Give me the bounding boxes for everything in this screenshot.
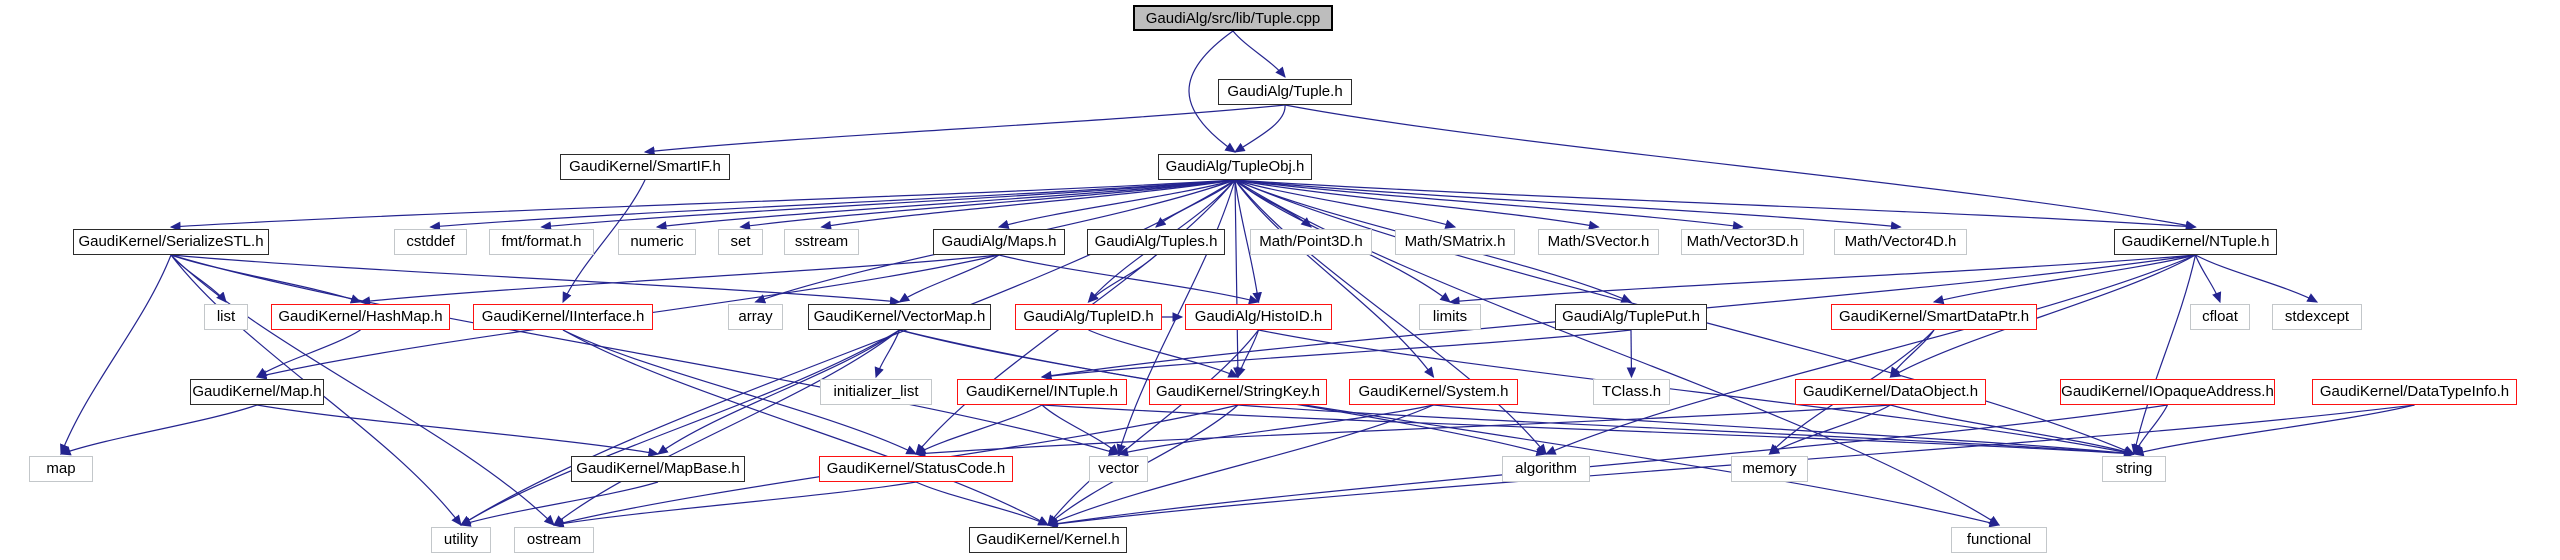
edge-tupleobj-to-vector4d — [1235, 180, 1901, 227]
edge-tupleobj-to-vector3d — [1235, 180, 1743, 227]
edge-tupleobj-to-stringkey — [1235, 180, 1238, 377]
edge-intuple-to-vector_std — [1042, 405, 1119, 454]
node-cstddef: cstddef — [394, 229, 467, 255]
node-intuple[interactable]: GaudiKernel/INTuple.h — [957, 379, 1127, 405]
node-smatrix: Math/SMatrix.h — [1395, 229, 1515, 255]
node-set: set — [718, 229, 763, 255]
edge-mapbase-to-utility — [461, 482, 658, 525]
edge-iopaque-to-string_std — [2134, 405, 2168, 454]
node-list: list — [204, 304, 248, 330]
node-fmt: fmt/format.h — [489, 229, 594, 255]
node-utility: utility — [431, 527, 491, 553]
edge-statuscode-to-kernel_h — [916, 482, 1048, 525]
edge-tuple_h-to-tupleobj — [1235, 105, 1285, 152]
node-vector3d: Math/Vector3D.h — [1681, 229, 1804, 255]
edge-tupleput-to-intuple — [1042, 330, 1631, 377]
edge-tupleobj-to-serializestl — [171, 180, 1235, 227]
node-vectormap[interactable]: GaudiKernel/VectorMap.h — [808, 304, 991, 330]
edge-system_h-to-vector_std — [1119, 405, 1434, 454]
node-array: array — [728, 304, 783, 330]
node-ostream: ostream — [514, 527, 594, 553]
edge-ntuple-to-stdexcept — [2196, 255, 2318, 302]
edge-histoid-to-kernel_h — [1048, 330, 1259, 525]
edge-map_h-to-mapbase — [257, 405, 658, 454]
node-string-std: string — [2102, 456, 2166, 482]
edge-ntuple-to-cfloat — [2196, 255, 2221, 302]
edge-ntuple-to-algorithm — [1546, 255, 2196, 454]
node-stringkey[interactable]: GaudiKernel/StringKey.h — [1149, 379, 1327, 405]
edge-tuples-to-tupleid — [1089, 255, 1157, 302]
node-stdexcept: stdexcept — [2272, 304, 2362, 330]
edge-vectormap-to-ostream — [554, 330, 900, 525]
node-system-h[interactable]: GaudiKernel/System.h — [1349, 379, 1518, 405]
node-maps[interactable]: GaudiAlg/Maps.h — [933, 229, 1065, 255]
edge-tupleobj-to-ntuple — [1235, 180, 2196, 227]
node-ntuple[interactable]: GaudiKernel/NTuple.h — [2114, 229, 2277, 255]
edge-tupleput-to-tclass — [1631, 330, 1632, 377]
node-functional: functional — [1951, 527, 2047, 553]
node-iopaque[interactable]: GaudiKernel/IOpaqueAddress.h — [2060, 379, 2275, 405]
node-smartdataptr[interactable]: GaudiKernel/SmartDataPtr.h — [1831, 304, 2037, 330]
edge-serializestl-to-vectormap — [171, 255, 900, 302]
node-tuples[interactable]: GaudiAlg/Tuples.h — [1087, 229, 1225, 255]
node-vector4d: Math/Vector4D.h — [1834, 229, 1967, 255]
edge-vectormap-to-utility — [461, 330, 900, 525]
edge-tupleobj-to-svector — [1235, 180, 1599, 227]
node-tuple-h[interactable]: GaudiAlg/Tuple.h — [1218, 79, 1352, 105]
edge-tupleobj-to-system_h — [1235, 180, 1434, 377]
node-limits: limits — [1419, 304, 1481, 330]
node-sstream: sstream — [784, 229, 859, 255]
node-iinterface[interactable]: GaudiKernel/IInterface.h — [473, 304, 653, 330]
node-kernel-h[interactable]: GaudiKernel/Kernel.h — [969, 527, 1127, 553]
edge-map_h-to-map_std — [61, 405, 257, 454]
node-algorithm: algorithm — [1502, 456, 1590, 482]
edge-histoid-to-stringkey — [1238, 330, 1259, 377]
edge-tupleobj-to-maps — [999, 180, 1235, 227]
node-svector: Math/SVector.h — [1538, 229, 1659, 255]
edge-tuple_h-to-ntuple — [1285, 105, 2196, 227]
node-memory: memory — [1731, 456, 1808, 482]
edge-ntuple-to-string_std — [2134, 255, 2196, 454]
node-statuscode[interactable]: GaudiKernel/StatusCode.h — [819, 456, 1013, 482]
edge-ntuple-to-smartdataptr — [1934, 255, 2196, 302]
node-datatypeinfo[interactable]: GaudiKernel/DataTypeInfo.h — [2312, 379, 2517, 405]
node-cfloat: cfloat — [2190, 304, 2250, 330]
node-dataobject[interactable]: GaudiKernel/DataObject.h — [1795, 379, 1986, 405]
edge-dataobject-to-statuscode — [916, 405, 1891, 454]
node-point3d: Math/Point3D.h — [1250, 229, 1372, 255]
node-initializer-list: initializer_list — [820, 379, 932, 405]
node-numeric: numeric — [618, 229, 696, 255]
node-tupleobj[interactable]: GaudiAlg/TupleObj.h — [1158, 154, 1312, 180]
node-smartif[interactable]: GaudiKernel/SmartIF.h — [560, 154, 730, 180]
node-serializestl[interactable]: GaudiKernel/SerializeSTL.h — [73, 229, 269, 255]
node-histoid[interactable]: GaudiAlg/HistoID.h — [1185, 304, 1332, 330]
node-tuple-cpp: GaudiAlg/src/lib/Tuple.cpp — [1133, 5, 1333, 31]
node-tupleput[interactable]: GaudiAlg/TuplePut.h — [1555, 304, 1707, 330]
node-hashmap[interactable]: GaudiKernel/HashMap.h — [271, 304, 450, 330]
node-vector-std: vector — [1089, 456, 1148, 482]
edge-maps-to-histoid — [999, 255, 1259, 302]
node-map-h[interactable]: GaudiKernel/Map.h — [190, 379, 324, 405]
node-map-std: map — [29, 456, 93, 482]
edge-serializestl-to-map_std — [61, 255, 171, 454]
edge-tuple_h-to-smartif — [645, 105, 1285, 152]
edge-tuple_cpp-to-tuple_h — [1233, 31, 1285, 77]
node-mapbase[interactable]: GaudiKernel/MapBase.h — [571, 456, 745, 482]
node-tclass: TClass.h — [1593, 379, 1670, 405]
node-tupleid[interactable]: GaudiAlg/TupleID.h — [1015, 304, 1162, 330]
edge-hashmap-to-map_h — [257, 330, 361, 377]
